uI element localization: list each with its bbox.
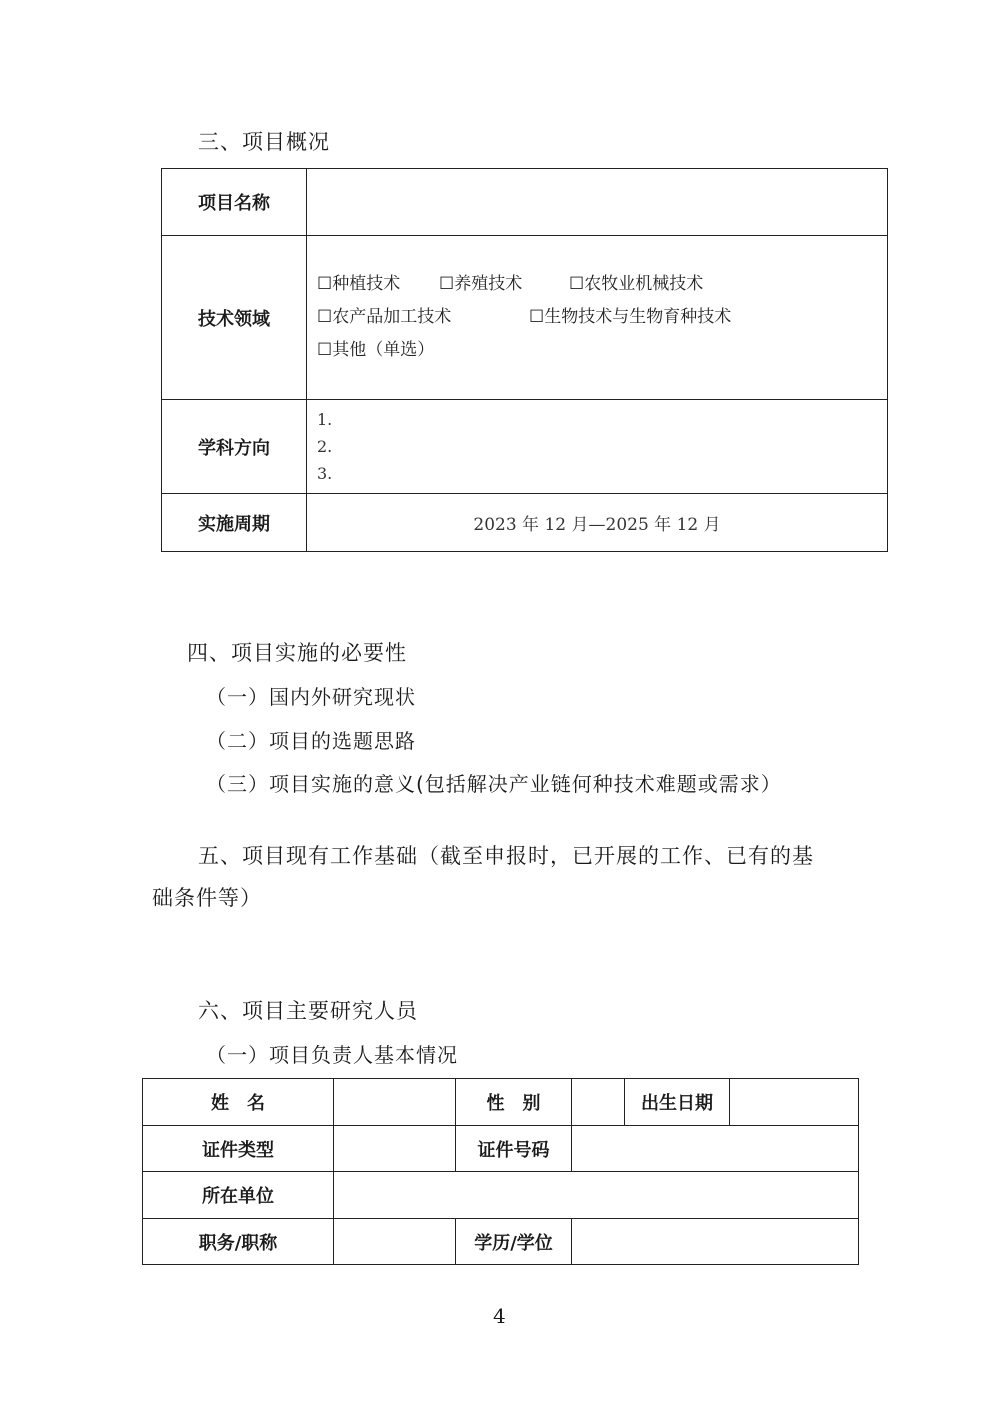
section4-heading: 四、项目实施的必要性 [187,641,407,665]
section4-item-2: （二）项目的选题思路 [206,729,416,753]
section4-item-3: （三）项目实施的意义(包括解决产业链何种技术难题或需求） [206,772,782,796]
tech-field-label: 技术领域 [162,236,307,400]
id-type-value[interactable] [334,1126,456,1172]
section4-item-1: （一）国内外研究现状 [206,685,416,709]
unit-label: 所在单位 [143,1172,334,1219]
option-machinery[interactable]: ☐农牧业机械技术 [569,274,704,294]
unit-value[interactable] [334,1172,859,1219]
title-value[interactable] [334,1219,456,1265]
section6-sub: （一）项目负责人基本情况 [206,1043,458,1067]
option-breeding[interactable]: ☐养殖技术 [439,274,523,294]
period-value: 2023 年 12 月—2025 年 12 月 [307,494,888,552]
section5-note-cont: 础条件等） [152,886,262,910]
period-label: 实施周期 [162,494,307,552]
birth-label: 出生日期 [625,1079,730,1126]
option-biotech[interactable]: ☐生物技术与生物育种技术 [529,307,732,327]
discipline-list [307,400,888,494]
page-number: 4 [493,1304,506,1328]
name-label: 姓 名 [143,1079,334,1126]
id-number-value[interactable] [572,1126,859,1172]
id-number-label: 证件号码 [456,1126,572,1172]
project-overview-table [161,168,888,552]
gender-label: 性 别 [456,1079,572,1126]
education-value[interactable] [572,1219,859,1265]
option-other[interactable]: ☐其他（单选） [317,340,435,360]
option-planting[interactable]: ☐种植技术 [317,274,401,294]
birth-value[interactable] [730,1079,859,1126]
section3-heading: 三、项目概况 [198,130,330,154]
project-name-label: 项目名称 [162,169,307,236]
gender-value[interactable] [572,1079,625,1126]
option-processing[interactable]: ☐农产品加工技术 [317,307,452,327]
section5-paragraph [198,840,814,870]
section5-heading: 五、项目现有工作基础 [198,844,418,868]
discipline-item: 2. [317,437,333,456]
discipline-item: 3. [317,464,333,483]
education-label: 学历/学位 [456,1219,572,1265]
tech-field-options [307,236,888,400]
name-value[interactable] [334,1079,456,1126]
section5-note: （截至申报时，已开展的工作、已有的基 [418,844,814,868]
title-label: 职务/职称 [143,1219,334,1265]
leader-info-table [142,1078,859,1265]
project-name-value [307,169,888,236]
discipline-label: 学科方向 [162,400,307,494]
discipline-item: 1. [317,410,333,429]
id-type-label: 证件类型 [143,1126,334,1172]
section6-heading: 六、项目主要研究人员 [198,999,418,1023]
